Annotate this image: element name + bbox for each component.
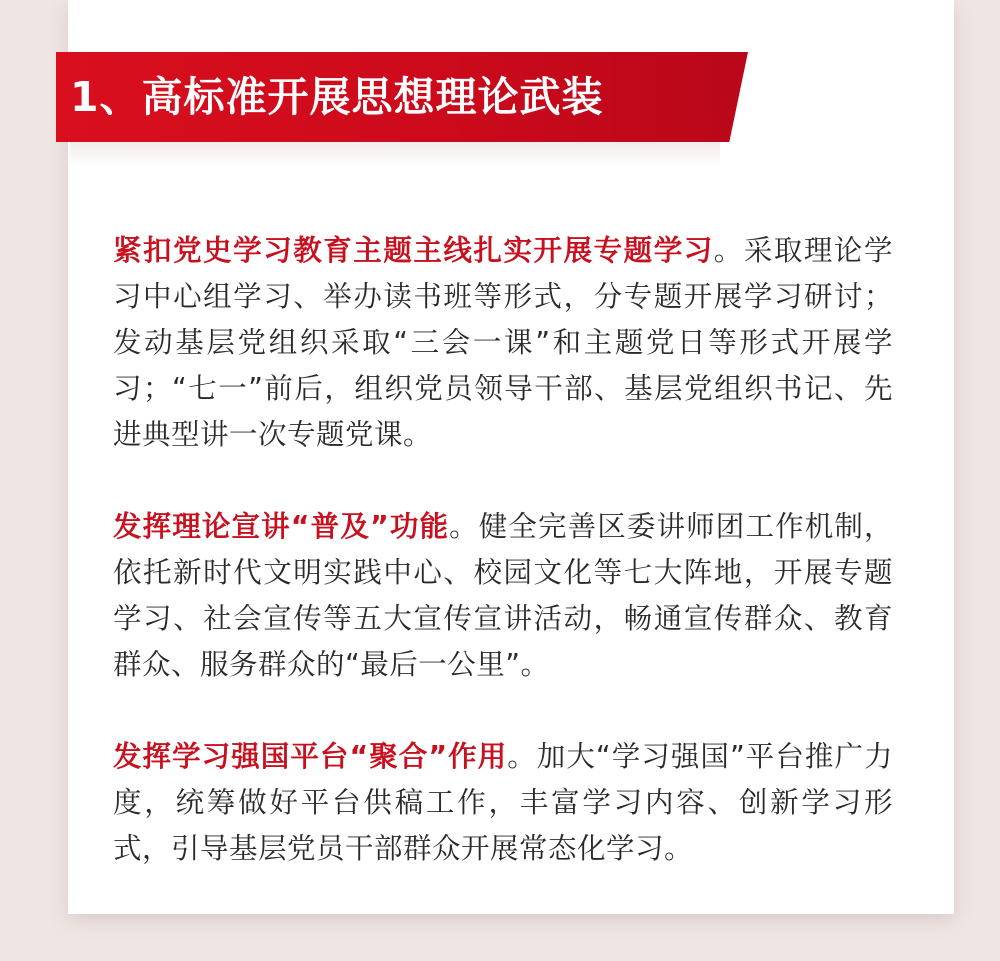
paragraph-3 — [113, 734, 893, 872]
article-body — [113, 228, 893, 872]
paragraph-3-body: 。加大“学习强国”平台推广力度，统筹做好平台供稿工作，丰富学习内容、创新学习形式，引导基层党员干部群众开展常态化学习。 — [113, 740, 894, 865]
section-title: 1、高标准开展思想理论武装 — [70, 73, 604, 121]
paragraph-1-body: 。采取理论学习中心组学习、举办读书班等形式，分专题开展学习研讨；发动基层党组织采取“三会一课”和主题党日等形式开展学习；“七一”前后，组织党员领导干部、基层党组织书记、先进典型讲一次专题党课。 — [113, 234, 893, 451]
paragraph-3-lead: 发挥学习强国平台“聚合”作用 — [113, 740, 508, 773]
paragraph-2 — [113, 504, 893, 688]
paragraph-1-lead: 紧扣党史学习教育主题主线扎实开展专题学习 — [113, 234, 714, 267]
paragraph-1 — [113, 228, 893, 458]
paragraph-2-body: 。健全完善区委讲师团工作机制，依托新时代文明实践中心、校园文化等七大阵地，开展专题学习、社会宣传等五大宣传宣讲活动，畅通宣传群众、教育群众、服务群众的“最后一公里”。 — [113, 510, 893, 681]
banner-shadow — [70, 142, 720, 168]
paragraph-2-lead: 发挥理论宣讲“普及”功能 — [113, 510, 450, 543]
